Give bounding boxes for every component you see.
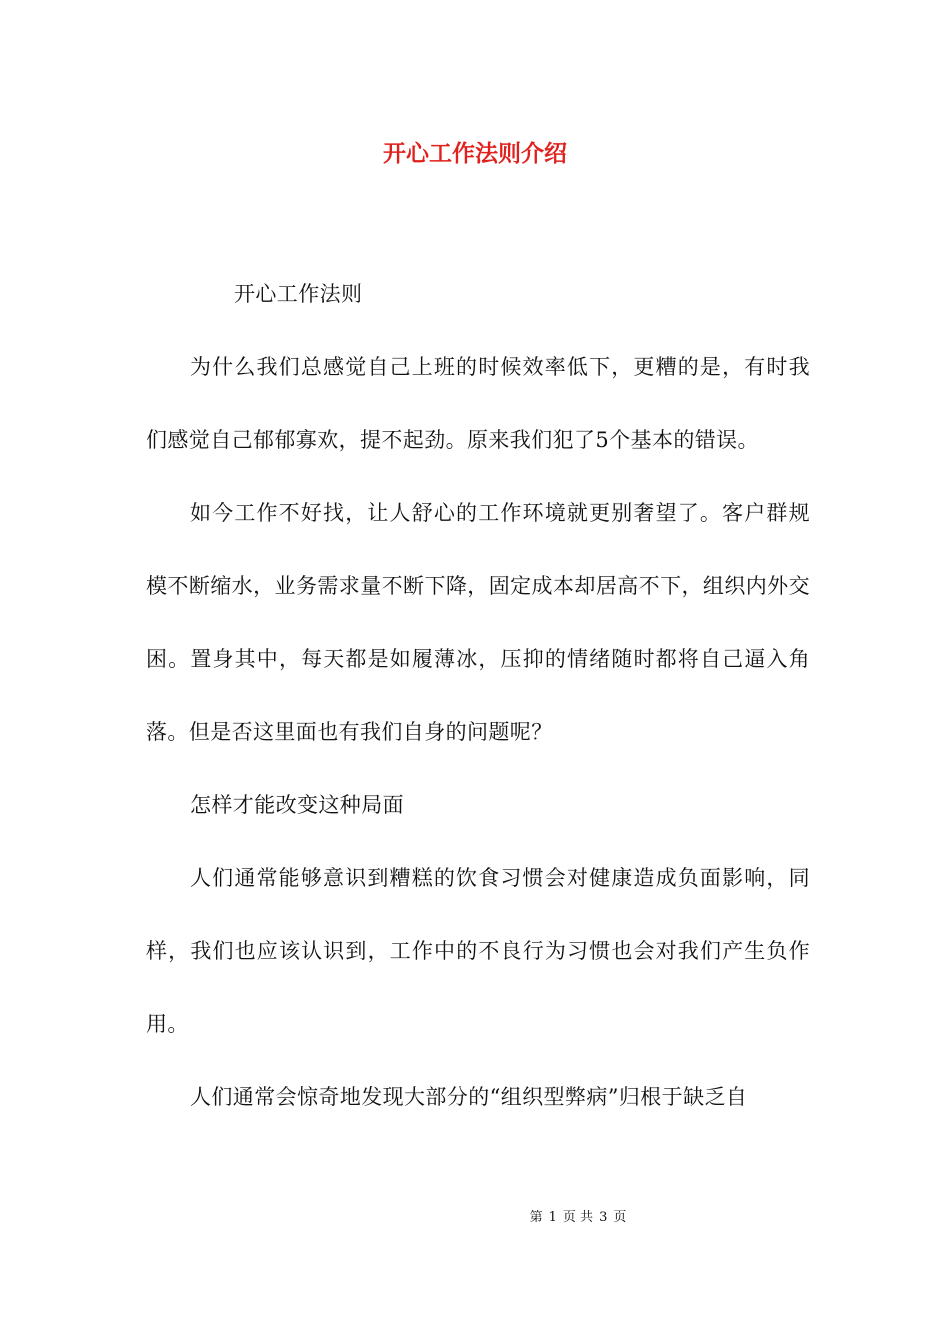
section-heading: 怎样才能改变这种局面 (190, 793, 404, 817)
footer-prefix: 第 (529, 1210, 543, 1225)
total-pages-number: 3 (599, 1210, 608, 1225)
page-footer (0, 1208, 950, 1228)
body-paragraph: 为什么我们总感觉自己上班的时候效率低下，更糟的是，有时我们感觉自己郁郁寡欢，提不起劲。原来我们犯了5个基本的错误。 (146, 355, 810, 452)
footer-suffix: 页 (613, 1210, 627, 1225)
document-title: 开心工作法则介绍 (383, 140, 567, 167)
body-paragraph: 如今工作不好找，让人舒心的工作环境就更别奢望了。客户群规模不断缩水，业务需求量不断下降，固定成本却居高不下，组织内外交困。置身其中，每天都是如履薄冰，压抑的情绪随时都将自己逼入角落。但是否这里面也有我们自身的问题呢？ (146, 501, 810, 744)
section-heading: 开心工作法则 (234, 282, 363, 306)
body-paragraph: 人们通常会惊奇地发现大部分的“组织型弊病”归根于缺乏自 (190, 1085, 748, 1109)
current-page-number: 1 (548, 1210, 557, 1225)
body-paragraph: 人们通常能够意识到糟糕的饮食习惯会对健康造成负面影响，同样，我们也应该认识到，工作中的不良行为习惯也会对我们产生负作用。 (146, 866, 810, 1036)
footer-mid: 页 共 (562, 1210, 594, 1225)
